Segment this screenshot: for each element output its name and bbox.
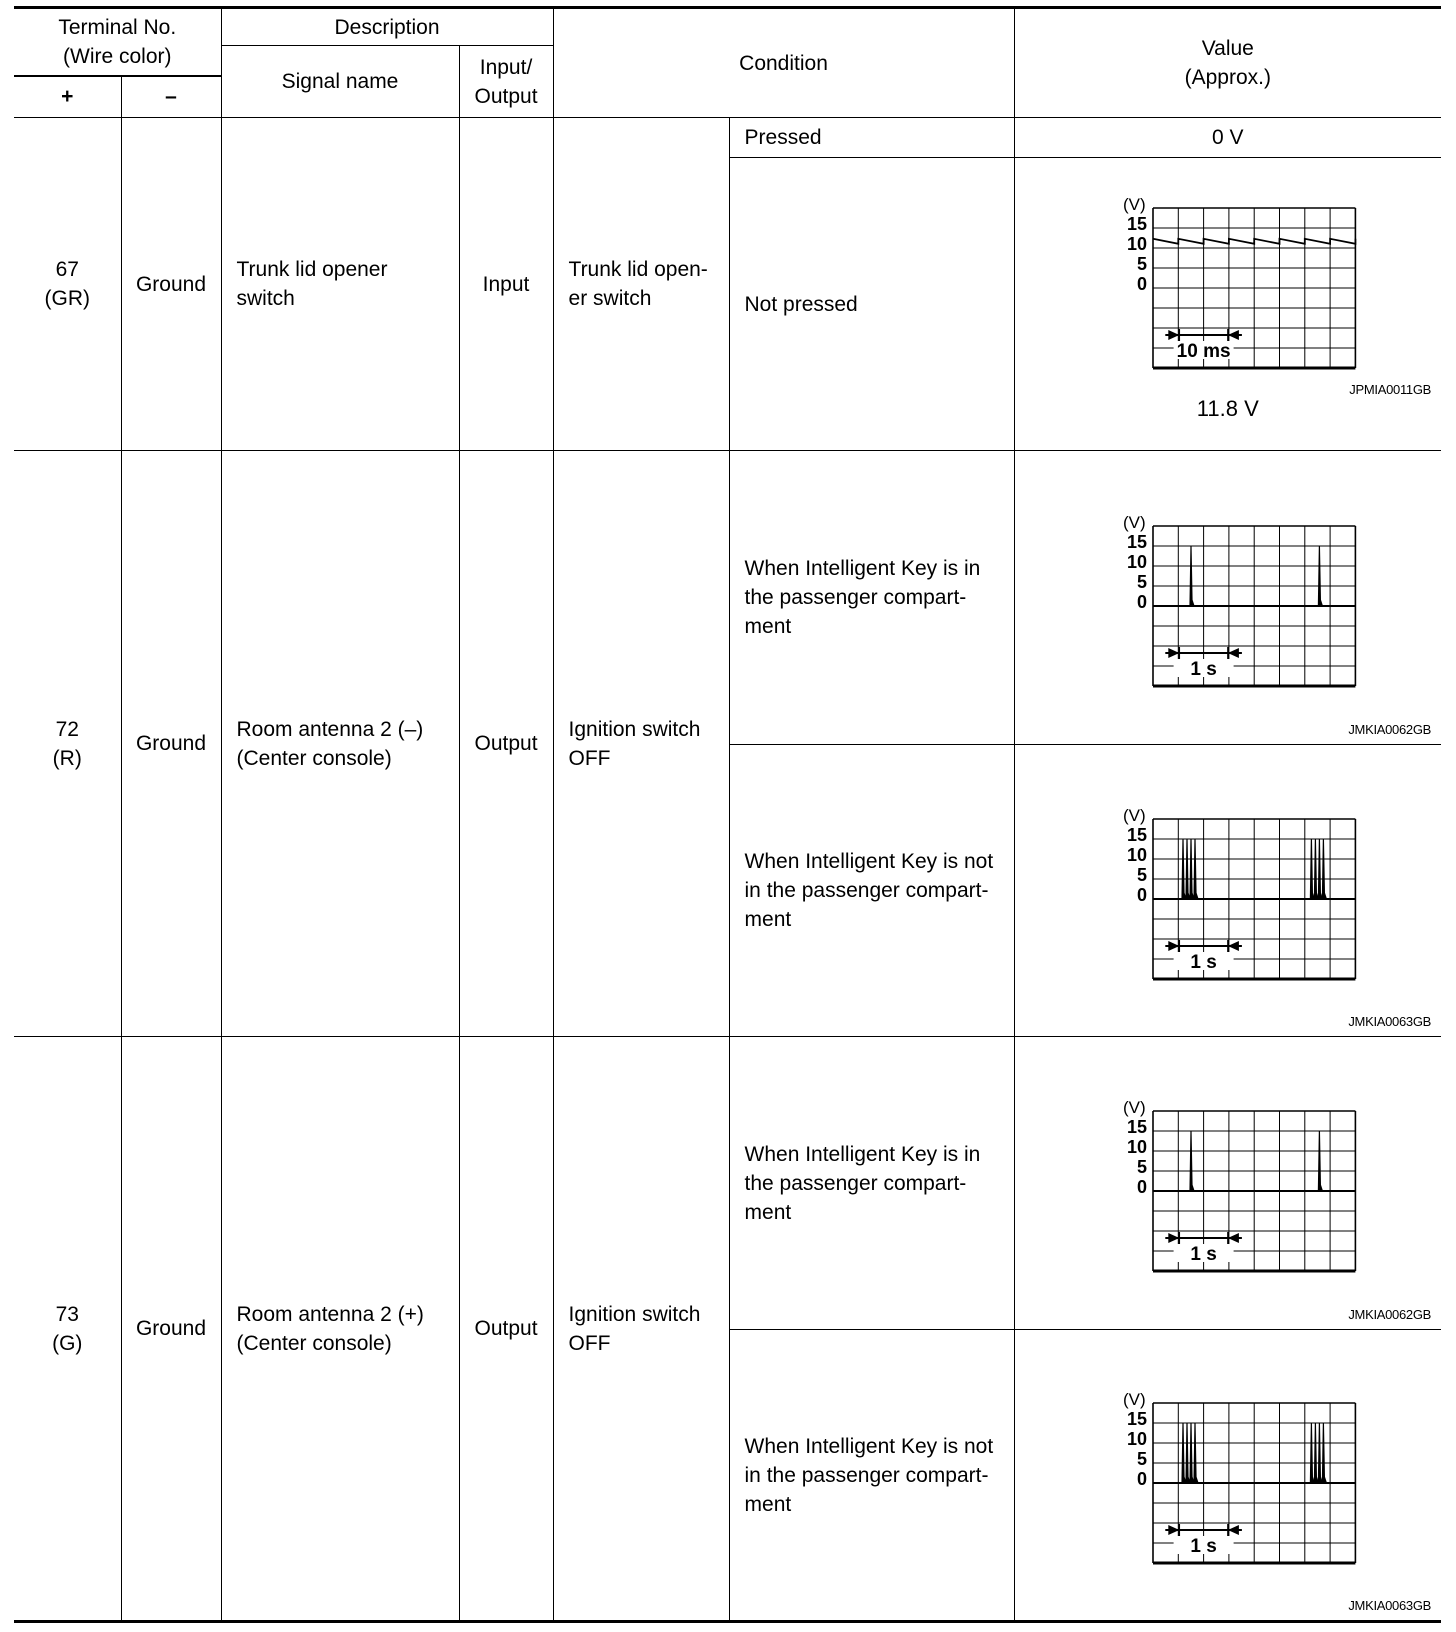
io-cell: Input [459, 118, 553, 451]
table-row [14, 1037, 1441, 1330]
waveform-cell [1014, 451, 1441, 745]
signal-pulse [1190, 839, 1194, 899]
y-tick-label: 5 [1136, 1157, 1147, 1177]
waveform-chart [1098, 508, 1358, 688]
figure-ref: JPMIA0011GB [1349, 382, 1432, 397]
signal-pulse [1318, 1131, 1322, 1191]
waveform-chart [1098, 190, 1358, 370]
time-div-label: 1 s [1190, 951, 1217, 973]
signal-name-cell: Room antenna 2 (–) (Center console) [221, 451, 459, 1037]
terminal-no-header: Terminal No. (Wire color) [14, 8, 221, 76]
signal-pulse [1322, 839, 1326, 899]
time-arrow [1168, 941, 1179, 951]
signal-pulse [1314, 1423, 1318, 1483]
ground-cell: Ground [121, 1037, 221, 1622]
signal-trace [1153, 239, 1355, 244]
input-output-header: Input/ Output [459, 46, 553, 118]
signal-pulse [1314, 839, 1318, 899]
state-cell: When Intelligent Key is in the passenger compart- ment [729, 451, 1014, 745]
state-cell: When Intelligent Key is not in the passenger compart- ment [729, 1330, 1014, 1622]
y-tick-label: 5 [1136, 571, 1147, 592]
state-cell: When Intelligent Key is in the passenger compart- ment [729, 1037, 1014, 1330]
condition-header: Condition [553, 8, 1014, 118]
figure-ref: JMKIA0062GB [1348, 1307, 1432, 1322]
io-cell: Output [459, 451, 553, 1037]
state-cell: Pressed [729, 118, 1014, 158]
signal-pulse [1190, 1131, 1194, 1191]
y-tick-label: 0 [1136, 1469, 1147, 1489]
signal-pulse [1194, 839, 1198, 899]
figure-ref: JMKIA0062GB [1348, 722, 1432, 737]
y-tick-label: 15 [1126, 1117, 1147, 1137]
y-tick-label: 10 [1126, 1137, 1147, 1157]
y-tick-label: 0 [1136, 591, 1147, 612]
y-tick-label: 5 [1136, 1449, 1147, 1469]
terminal-cell: 73 (G) [14, 1037, 121, 1622]
time-arrow [1228, 1233, 1239, 1243]
signal-pulse [1182, 1423, 1186, 1483]
state-cell: When Intelligent Key is not in the passenger compart- ment [729, 745, 1014, 1037]
value-cell: 0 V [1014, 118, 1441, 158]
plus-header: + [14, 76, 121, 118]
waveform-cell [1014, 1037, 1441, 1330]
y-unit-label: (V) [1122, 805, 1146, 825]
ground-cell: Ground [121, 451, 221, 1037]
signal-pulse [1318, 839, 1322, 899]
signal-pulse [1310, 839, 1314, 899]
signal-pulse [1182, 839, 1186, 899]
y-tick-label: 15 [1126, 1409, 1147, 1429]
waveform-chart [1098, 1093, 1358, 1273]
condition-cell: Trunk lid open- er switch [553, 118, 729, 451]
y-tick-label: 5 [1136, 254, 1147, 274]
y-tick-label: 10 [1126, 551, 1147, 572]
signal-pulse [1190, 546, 1194, 606]
minus-header: – [121, 76, 221, 118]
ground-cell: Ground [121, 118, 221, 451]
terminal-table [14, 6, 1441, 1623]
y-tick-label: 15 [1126, 531, 1147, 552]
state-cell: Not pressed [729, 158, 1014, 451]
y-tick-label: 15 [1126, 214, 1147, 234]
signal-name-header: Signal name [221, 46, 459, 118]
table-row [14, 118, 1441, 158]
y-tick-label: 10 [1126, 234, 1147, 254]
signal-pulse [1310, 1423, 1314, 1483]
time-arrow [1168, 1525, 1179, 1535]
signal-name-cell: Trunk lid opener switch [221, 118, 459, 451]
value-text: 11.8 V [1196, 396, 1259, 421]
figure-ref: JMKIA0063GB [1348, 1598, 1432, 1613]
time-arrow [1168, 330, 1179, 340]
y-tick-label: 10 [1126, 844, 1147, 865]
time-div-label: 1 s [1190, 1536, 1217, 1557]
time-div-label: 10 ms [1176, 341, 1231, 362]
y-unit-label: (V) [1122, 1390, 1146, 1409]
waveform-cell [1014, 1330, 1441, 1622]
signal-pulse [1318, 1423, 1322, 1483]
time-arrow [1228, 648, 1239, 658]
signal-pulse [1186, 839, 1190, 899]
time-arrow [1168, 648, 1179, 658]
signal-pulse [1318, 546, 1322, 606]
signal-pulse [1190, 1423, 1194, 1483]
y-tick-label: 5 [1136, 864, 1147, 885]
time-arrow [1228, 1525, 1239, 1535]
waveform-chart [1098, 801, 1358, 981]
time-arrow [1228, 941, 1239, 951]
y-tick-label: 15 [1126, 824, 1147, 845]
y-tick-label: 0 [1136, 884, 1147, 905]
time-arrow [1168, 1233, 1179, 1243]
signal-pulse [1186, 1423, 1190, 1483]
y-unit-label: (V) [1122, 512, 1146, 532]
io-cell: Output [459, 1037, 553, 1622]
table-row [14, 451, 1441, 745]
signal-pulse [1194, 1423, 1198, 1483]
time-div-label: 1 s [1190, 1244, 1217, 1265]
value-header: Value (Approx.) [1014, 8, 1441, 118]
waveform-chart [1098, 1385, 1358, 1565]
description-header: Description [221, 8, 553, 46]
time-div-label: 1 s [1190, 658, 1217, 680]
signal-name-cell: Room antenna 2 (+) (Center console) [221, 1037, 459, 1622]
waveform-cell [1014, 745, 1441, 1037]
terminal-cell: 72 (R) [14, 451, 121, 1037]
y-unit-label: (V) [1122, 1098, 1146, 1117]
waveform-cell [1014, 158, 1441, 451]
y-tick-label: 0 [1136, 274, 1147, 294]
condition-cell: Ignition switch OFF [553, 451, 729, 1037]
time-arrow [1228, 330, 1239, 340]
y-unit-label: (V) [1122, 195, 1146, 214]
condition-cell: Ignition switch OFF [553, 1037, 729, 1622]
y-tick-label: 0 [1136, 1177, 1147, 1197]
terminal-cell: 67 (GR) [14, 118, 121, 451]
figure-ref: JMKIA0063GB [1348, 1014, 1432, 1029]
y-tick-label: 10 [1126, 1429, 1147, 1449]
signal-pulse [1322, 1423, 1326, 1483]
